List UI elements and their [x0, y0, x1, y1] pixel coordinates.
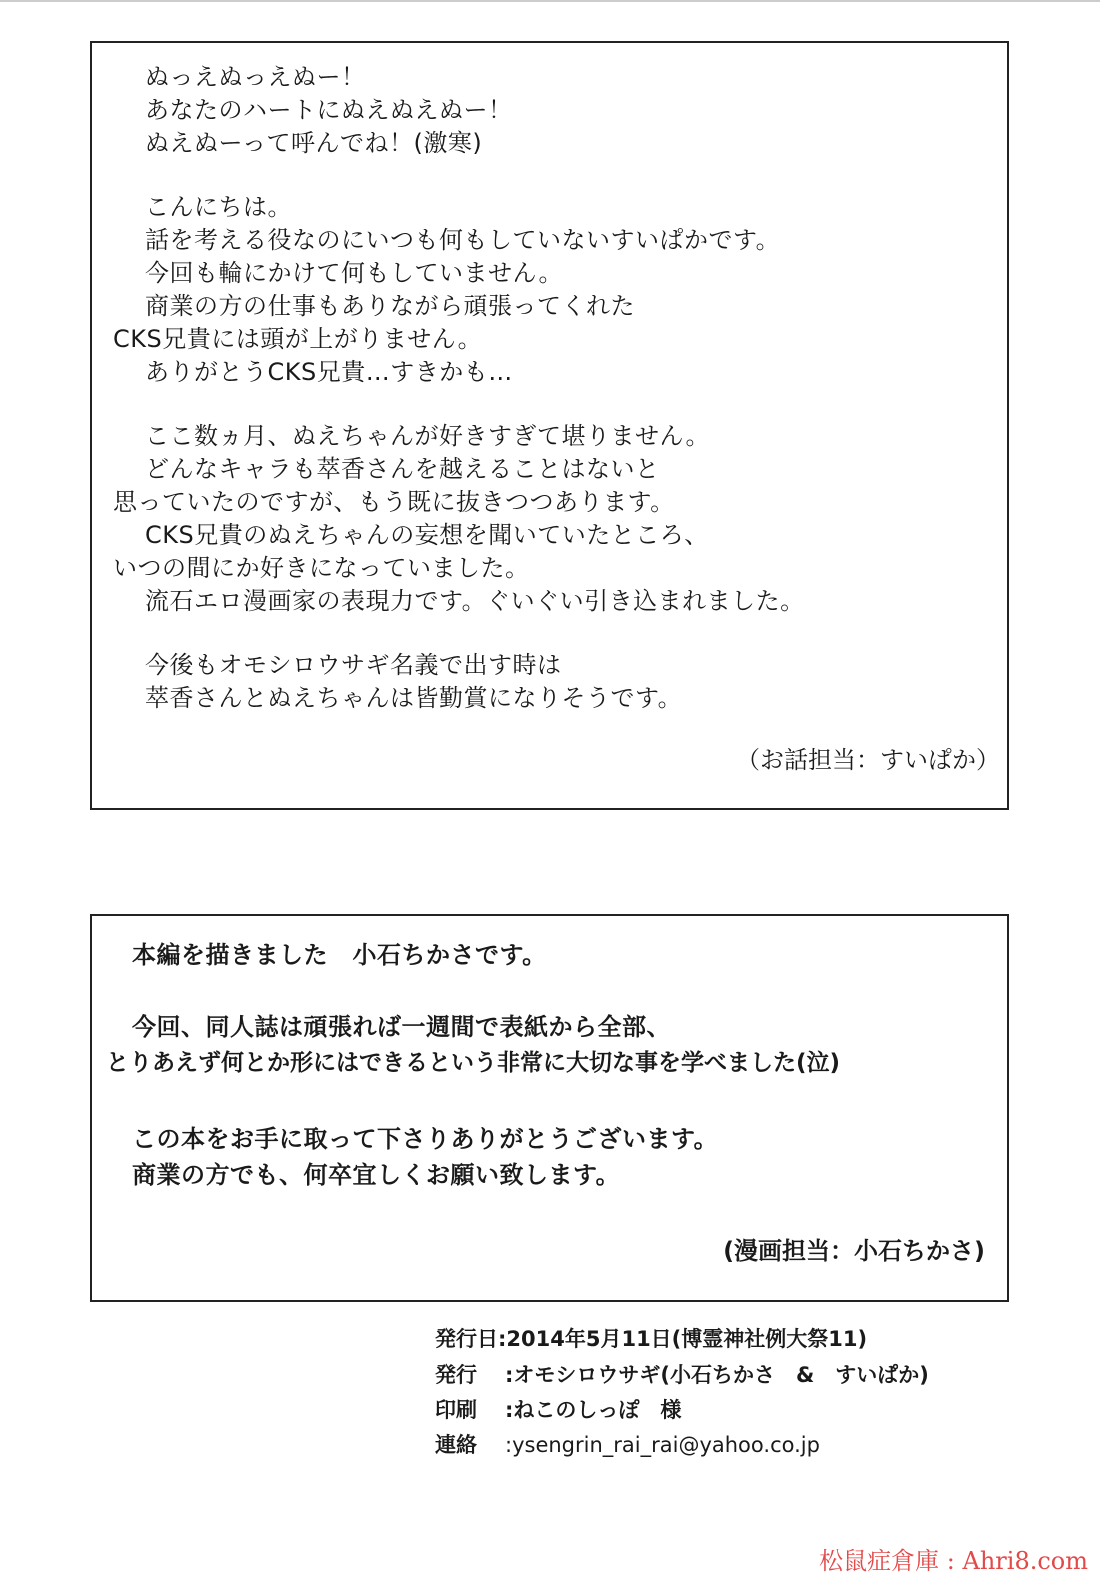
colophon-label: 印刷: [435, 1398, 477, 1422]
story-line: ここ数ヵ月、ぬえちゃんが好きすぎて堪りません。: [145, 422, 710, 450]
top-edge-rule: [0, 0, 1100, 2]
art-signature: (漫画担当：小石ちかさ): [723, 1237, 985, 1265]
colophon-value: :2014年5月11日(博霊神社例大祭11): [498, 1327, 868, 1351]
art-line: 本編を描きました 小石ちかさです。: [132, 941, 547, 969]
colophon-value: :ysengrin_rai_rai@yahoo.co.jp: [505, 1433, 820, 1457]
story-line: どんなキャラも萃香さんを越えることはないと: [145, 455, 660, 483]
art-line: とりあえず何とか形にはできるという非常に大切な事を学べました(泣): [106, 1050, 841, 1076]
story-line: 今後もオモシロウサギ名義で出す時は: [145, 651, 562, 679]
story-line: ぬっえぬっえぬー！: [145, 63, 366, 91]
story-line: 流石エロ漫画家の表現力です。ぐいぐい引き込まれました。: [145, 587, 805, 615]
art-line: 商業の方でも、何卒宜しくお願い致します。: [132, 1161, 621, 1189]
story-line: 今回も輪にかけて何もしていません。: [145, 259, 563, 287]
story-line: 萃香さんとぬえちゃんは皆勤賞になりそうです。: [145, 684, 683, 712]
story-line: ありがとうCKS兄貴…すきかも…: [145, 358, 513, 386]
colophon-value: :オモシロウサギ(小石ちかさ & すいぱか): [505, 1363, 929, 1387]
colophon-value: :ねこのしっぽ 様: [505, 1398, 682, 1422]
story-line: CKS兄貴のぬえちゃんの妄想を聞いていたところ、: [145, 521, 709, 549]
art-line: 今回、同人誌は頑張れば一週間で表紙から全部、: [132, 1013, 671, 1041]
story-line: 商業の方の仕事もありながら頑張ってくれた: [145, 292, 635, 320]
story-line: ぬえぬーって呼んでね！(激寒): [145, 129, 483, 157]
colophon-printer: [435, 1397, 681, 1423]
colophon-contact: [435, 1432, 820, 1458]
colophon-label: 発行日: [435, 1327, 498, 1351]
story-line: こんにちは。: [145, 193, 292, 221]
colophon-publisher: [435, 1362, 929, 1388]
story-line: あなたのハートにぬえぬえぬー！: [145, 96, 513, 124]
colophon-label: 連絡: [435, 1433, 477, 1457]
story-line: CKS兄貴には頭が上がりません。: [113, 325, 483, 353]
story-signature: （お話担当：すいぱか）: [736, 746, 1000, 774]
story-line: 思っていたのですが、もう既に抜きつつあります。: [113, 488, 675, 516]
colophon-label: 発行: [435, 1363, 477, 1387]
site-watermark: 松鼠症倉庫 : Ahri8.com: [819, 1547, 1088, 1575]
colophon-release-date: [435, 1326, 867, 1352]
story-line: いつの間にか好きになっていました。: [113, 554, 530, 582]
story-line: 話を考える役なのにいつも何もしていないすいぱかです。: [145, 226, 781, 254]
art-line: この本をお手に取って下さりありがとうございます。: [132, 1125, 719, 1153]
